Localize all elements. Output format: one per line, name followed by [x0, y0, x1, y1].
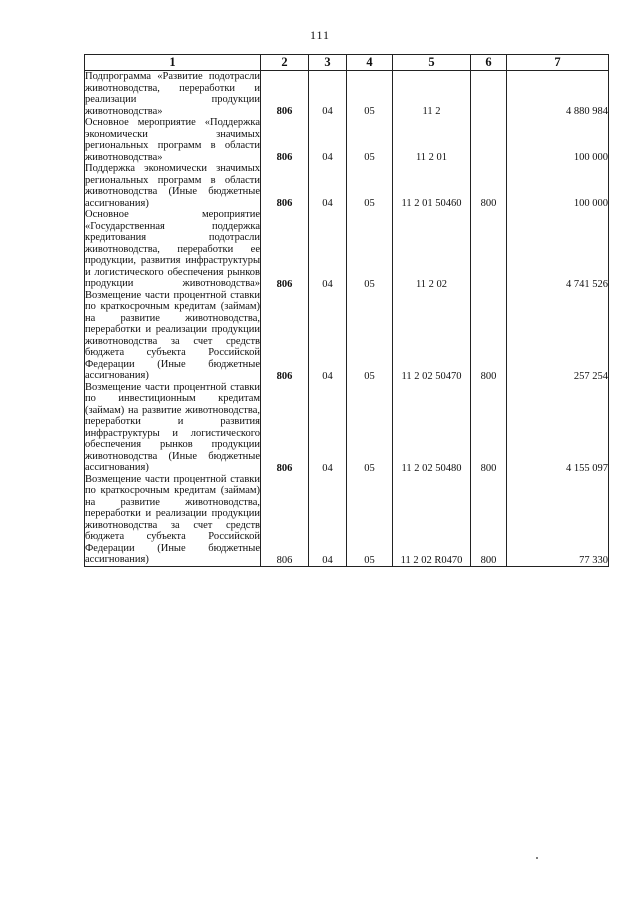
row-amount: 257 254 — [507, 290, 609, 382]
row-name: Возмещение части процентной ставки по краткосрочным кредитам (займам) на развитие животноводства, переработки и реализации продукции животноводства за счет средств бюджета субъекта Российской Федерации (Иные бюджетные ассигнования) — [85, 473, 260, 565]
row-subsection: 05 — [347, 382, 393, 474]
row-expense-type — [471, 117, 507, 163]
row-name: Возмещение части процентной ставки по краткосрочным кредитам (займам) на развитие животноводства, переработки и реализации продукции животноводства за счет средств бюджета субъекта Российской Федерации (Иные бюджетные ассигнования) — [85, 289, 260, 381]
row-name: Подпрограмма «Развитие подотрасли животноводства, переработки и реализации продукции животноводства» — [85, 71, 260, 117]
row-subsection: 05 — [347, 71, 393, 118]
row-section: 04 — [309, 163, 347, 209]
row-target: 11 2 02 50470 — [393, 290, 471, 382]
table-row — [85, 117, 609, 163]
row-admin: 806 — [261, 382, 309, 474]
header-col-1: 1 — [85, 55, 261, 71]
row-section: 04 — [309, 209, 347, 290]
row-amount: 4 155 097 — [507, 382, 609, 474]
row-target: 11 2 02 50480 — [393, 382, 471, 474]
table-row — [85, 290, 609, 382]
row-expense-type: 800 — [471, 382, 507, 474]
row-amount: 100 000 — [507, 163, 609, 209]
header-col-6: 6 — [471, 55, 507, 71]
row-admin: 806 — [261, 71, 309, 118]
table-row — [85, 474, 609, 567]
row-amount: 4 741 526 — [507, 209, 609, 290]
row-admin: 806 — [261, 163, 309, 209]
page-number: 111 — [309, 28, 331, 42]
row-expense-type: 800 — [471, 474, 507, 567]
row-name: Основное мероприятие «Государственная поддержка кредитования подотрасли животноводства, переработки ее продукции, развития инфраструктуры и логистического обеспечения рынков продукции животноводства» — [85, 209, 260, 289]
header-row — [85, 55, 609, 71]
row-target: 11 2 01 — [393, 117, 471, 163]
row-admin: 806 — [261, 474, 309, 567]
row-expense-type: 800 — [471, 290, 507, 382]
row-section: 04 — [309, 117, 347, 163]
row-expense-type: 800 — [471, 163, 507, 209]
header-col-7: 7 — [507, 55, 609, 71]
row-amount: 100 000 — [507, 117, 609, 163]
budget-table — [84, 54, 609, 567]
row-name: Поддержка экономически значимых региональных программ в области животноводства (Иные бюджетные ассигнования) — [85, 163, 260, 209]
row-amount: 77 330 — [507, 474, 609, 567]
row-subsection: 05 — [347, 209, 393, 290]
row-section: 04 — [309, 71, 347, 118]
row-section: 04 — [309, 474, 347, 567]
table-row — [85, 163, 609, 209]
row-target: 11 2 01 50460 — [393, 163, 471, 209]
table-row — [85, 382, 609, 474]
row-amount: 4 880 984 — [507, 71, 609, 118]
scan-speck — [536, 857, 538, 859]
row-subsection: 05 — [347, 117, 393, 163]
header-col-5: 5 — [393, 55, 471, 71]
header-col-4: 4 — [347, 55, 393, 71]
row-section: 04 — [309, 290, 347, 382]
header-col-2: 2 — [261, 55, 309, 71]
row-subsection: 05 — [347, 163, 393, 209]
row-target: 11 2 — [393, 71, 471, 118]
row-name: Основное мероприятие «Поддержка экономически значимых региональных программ в области животноводства» — [85, 117, 260, 163]
row-subsection: 05 — [347, 290, 393, 382]
row-admin: 806 — [261, 209, 309, 290]
row-section: 04 — [309, 382, 347, 474]
row-subsection: 05 — [347, 474, 393, 567]
table-row — [85, 209, 609, 290]
row-expense-type — [471, 71, 507, 118]
table-row — [85, 71, 609, 118]
header-col-3: 3 — [309, 55, 347, 71]
row-target: 11 2 02 — [393, 209, 471, 290]
row-expense-type — [471, 209, 507, 290]
row-admin: 806 — [261, 290, 309, 382]
row-name: Возмещение части процентной ставки по инвестиционным кредитам (займам) на развитие животноводства, переработки и развития инфраструктуры и логистического обеспечения рынков продукции животноводства (Иные бюджетные ассигнования) — [85, 381, 260, 473]
row-target: 11 2 02 R0470 — [393, 474, 471, 567]
row-admin: 806 — [261, 117, 309, 163]
